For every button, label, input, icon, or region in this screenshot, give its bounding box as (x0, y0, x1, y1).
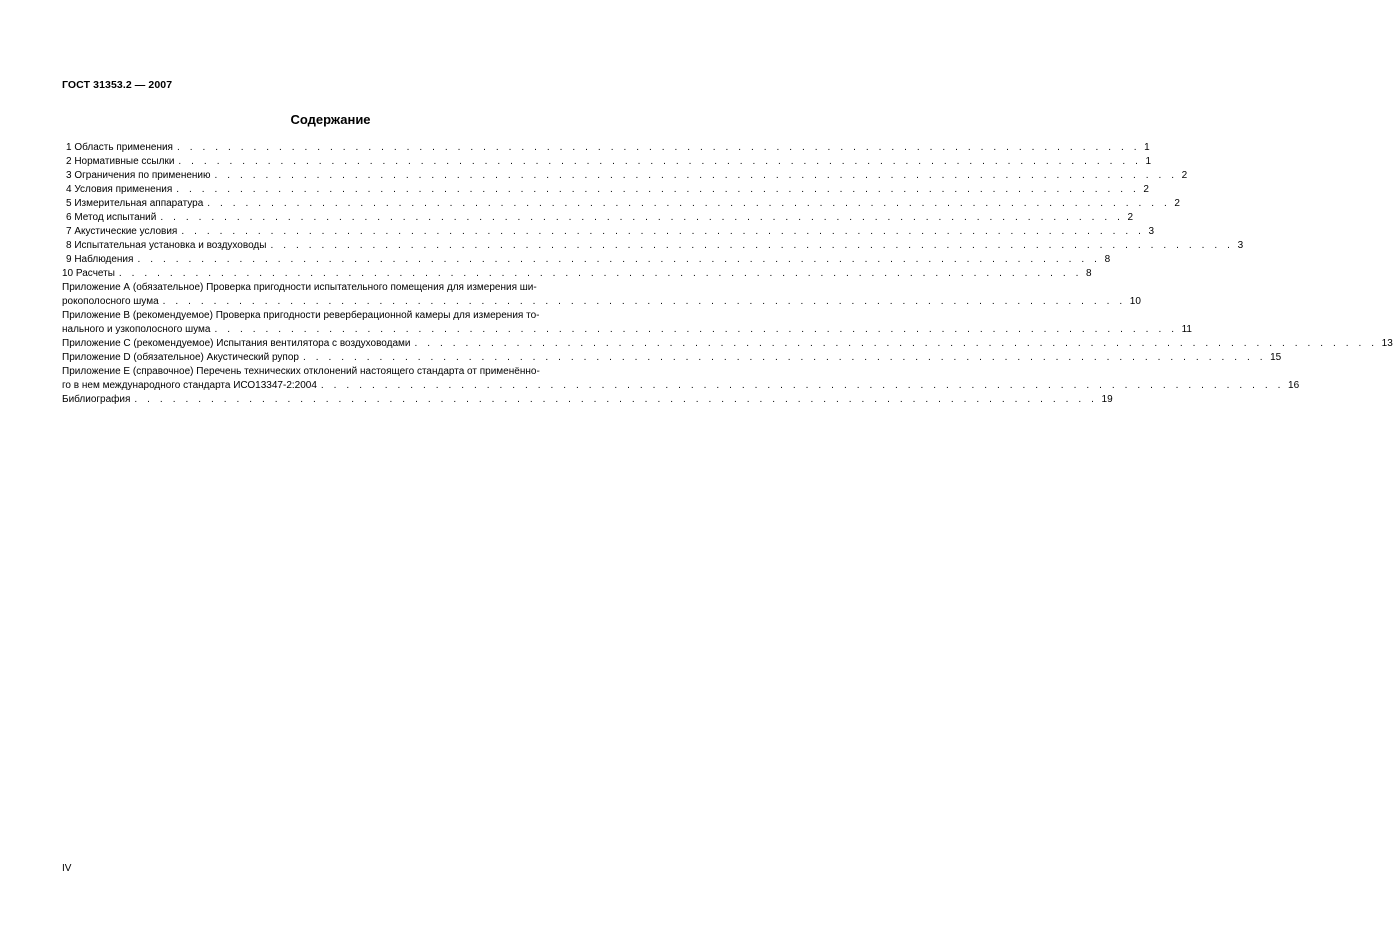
toc-entry[interactable] (62, 365, 1300, 393)
toc-page-number: 11 (1181, 324, 1192, 335)
toc-page-number: 15 (1270, 352, 1282, 363)
toc-page-number: 2 (1174, 198, 1180, 209)
toc-page-number: 3 (1237, 240, 1244, 251)
toc-page-number: 10 (1129, 296, 1141, 307)
toc-entry[interactable] (62, 197, 1180, 211)
toc-entry[interactable] (62, 225, 1155, 239)
dot-leader: . . . . . . . . . . . . . . . . . . . . . . . . . . . . . . . . . . . . . . . . . . . . . . . . . . . . . . . . . . . . . . . . . . . . . . . . . . . . (162, 296, 1126, 307)
toc-page-number: 3 (1148, 226, 1155, 237)
dot-leader: . . . . . . . . . . . . . . . . . . . . . . . . . . . . . . . . . . . . . . . . . . . . . . . . . . . . . . . . . . . . . . . . . . . . . . . . . . . . (302, 352, 1267, 363)
toc-entry[interactable] (62, 239, 1244, 253)
toc-entry[interactable] (62, 393, 1113, 407)
toc-entry-text: 4 Условия применения (66, 184, 173, 195)
dot-leader: . . . . . . . . . . . . . . . . . . . . . . . . . . . . . . . . . . . . . . . . . . . . . . . . . . . . . . . . . . . . . . . . . . . . . . . . . . . . (270, 240, 1234, 251)
toc-entry-text: 5 Измерительная аппаратура (66, 198, 204, 209)
toc-page-number: 2 (1143, 184, 1149, 195)
toc-entry-text: 3 Ограничения по применению (66, 170, 211, 181)
dot-leader: . . . . . . . . . . . . . . . . . . . . . . . . . . . . . . . . . . . . . . . . . . . . . . . . . . . . . . . . . . . . . . . . . . . . . . . . . . . . (181, 226, 1145, 237)
toc-entry[interactable] (62, 253, 1111, 267)
toc-entry[interactable] (62, 169, 1188, 183)
toc-entry[interactable] (62, 211, 1134, 225)
toc-entry-text: 7 Акустические условия (66, 226, 178, 237)
toc-entry[interactable] (62, 141, 1150, 155)
toc-page-number: 1 (1145, 156, 1152, 167)
dot-leader: . . . . . . . . . . . . . . . . . . . . . . . . . . . . . . . . . . . . . . . . . . . . . . . . . . . . . . . . . . . . . . . . . . . . . . . . . . . . (134, 394, 1098, 405)
dot-leader: . . . . . . . . . . . . . . . . . . . . . . . . . . . . . . . . . . . . . . . . . . . . . . . . . . . . . . . . . . . . . . . . . . . . . . . . . . . . (176, 142, 1141, 153)
toc-page-number: 13 (1381, 338, 1393, 349)
toc-entry-text: Приложение С (рекомендуемое) Испытания вентилятора с воздуховодами (62, 338, 411, 349)
toc-entry[interactable] (62, 155, 1152, 169)
dot-leader: . . . . . . . . . . . . . . . . . . . . . . . . . . . . . . . . . . . . . . . . . . . . . . . . . . . . . . . . . . . . . . . . . . . . . . . . . . . . (176, 184, 1140, 195)
toc-entry-text: 1 Область применения (66, 142, 173, 153)
toc-entry[interactable] (62, 267, 1092, 281)
toc-page-number: 1 (1144, 142, 1150, 153)
dot-leader: . . . . . . . . . . . . . . . . . . . . . . . . . . . . . . . . . . . . . . . . . . . . . . . . . . . . . . . . . . . . . . . . . . . . . . . . . . . . (214, 170, 1178, 181)
toc-entry-text: 8 Испытательная установка и воздуховоды (66, 240, 267, 251)
toc-entry[interactable] (62, 337, 1393, 351)
table-of-contents (62, 141, 1393, 407)
toc-entry[interactable] (62, 309, 1192, 337)
dot-leader: . . . . . . . . . . . . . . . . . . . . . . . . . . . . . . . . . . . . . . . . . . . . . . . . . . . . . . . . . . . . . . . . . . . . . . . . . . . . (320, 380, 1285, 391)
dot-leader: . . . . . . . . . . . . . . . . . . . . . . . . . . . . . . . . . . . . . . . . . . . . . . . . . . . . . . . . . . . . . . . . . . . . . . . . . . . . (178, 156, 1142, 167)
toc-entry[interactable] (62, 351, 1282, 365)
toc-page-number: 16 (1288, 380, 1300, 391)
toc-page-number: 8 (1104, 254, 1111, 265)
dot-leader: . . . . . . . . . . . . . . . . . . . . . . . . . . . . . . . . . . . . . . . . . . . . . . . . . . . . . . . . . . . . . . . . . . . . . . . . . . . . (214, 324, 1178, 335)
dot-leader: . . . . . . . . . . . . . . . . . . . . . . . . . . . . . . . . . . . . . . . . . . . . . . . . . . . . . . . . . . . . . . . . . . . . . . . . . . . . (207, 198, 1171, 209)
toc-entry-text: 2 Нормативные ссылки (66, 156, 175, 167)
dot-leader: . . . . . . . . . . . . . . . . . . . . . . . . . . . . . . . . . . . . . . . . . . . . . . . . . . . . . . . . . . . . . . . . . . . . . . . . . . . . (160, 212, 1124, 223)
toc-entry-text: Приложение В (рекомендуемое) Проверка пригодности реверберационной камеры для измерения то- (62, 310, 540, 321)
toc-page-number: 2 (1127, 212, 1134, 223)
dot-leader: . . . . . . . . . . . . . . . . . . . . . . . . . . . . . . . . . . . . . . . . . . . . . . . . . . . . . . . . . . . . . . . . . . . . . . . . . . . . (118, 268, 1083, 279)
toc-entry-text: 9 Наблюдения (66, 254, 134, 265)
toc-entry-text: 6 Метод испытаний (66, 212, 157, 223)
toc-entry-text: нального и узкополосного шума (62, 324, 211, 335)
page-number: IV (62, 863, 72, 874)
toc-entry-text: рокополосного шума (62, 296, 159, 307)
toc-entry[interactable] (62, 183, 1149, 197)
toc-entry-text: 10 Расчеты (62, 268, 115, 279)
toc-entry-text: го в нем международного стандарта ИСО13347-2:2004 (62, 380, 317, 391)
toc-entry-text: Библиография (62, 394, 131, 405)
toc-page-number: 2 (1181, 170, 1188, 181)
toc-entry-text: Приложение D (обязательное) Акустический рупор (62, 352, 299, 363)
document-code: ГОСТ 31353.2 — 2007 (62, 79, 173, 91)
dot-leader: . . . . . . . . . . . . . . . . . . . . . . . . . . . . . . . . . . . . . . . . . . . . . . . . . . . . . . . . . . . . . . . . . . . . . . . . . . . . (137, 254, 1101, 265)
dot-leader: . . . . . . . . . . . . . . . . . . . . . . . . . . . . . . . . . . . . . . . . . . . . . . . . . . . . . . . . . . . . . . . . . . . . . . . . . . . . (414, 338, 1378, 349)
toc-page-number: 8 (1086, 268, 1092, 279)
toc-page-number: 19 (1101, 394, 1113, 405)
page-title: Содержание (290, 112, 371, 127)
toc-entry-text: Приложение А (обязательное) Проверка пригодности испытательного помещения для измерения ши- (62, 282, 537, 293)
toc-entry[interactable] (62, 281, 1141, 309)
toc-entry-text: Приложение Е (справочное) Перечень технических отклонений настоящего стандарта от применённо- (62, 366, 540, 377)
